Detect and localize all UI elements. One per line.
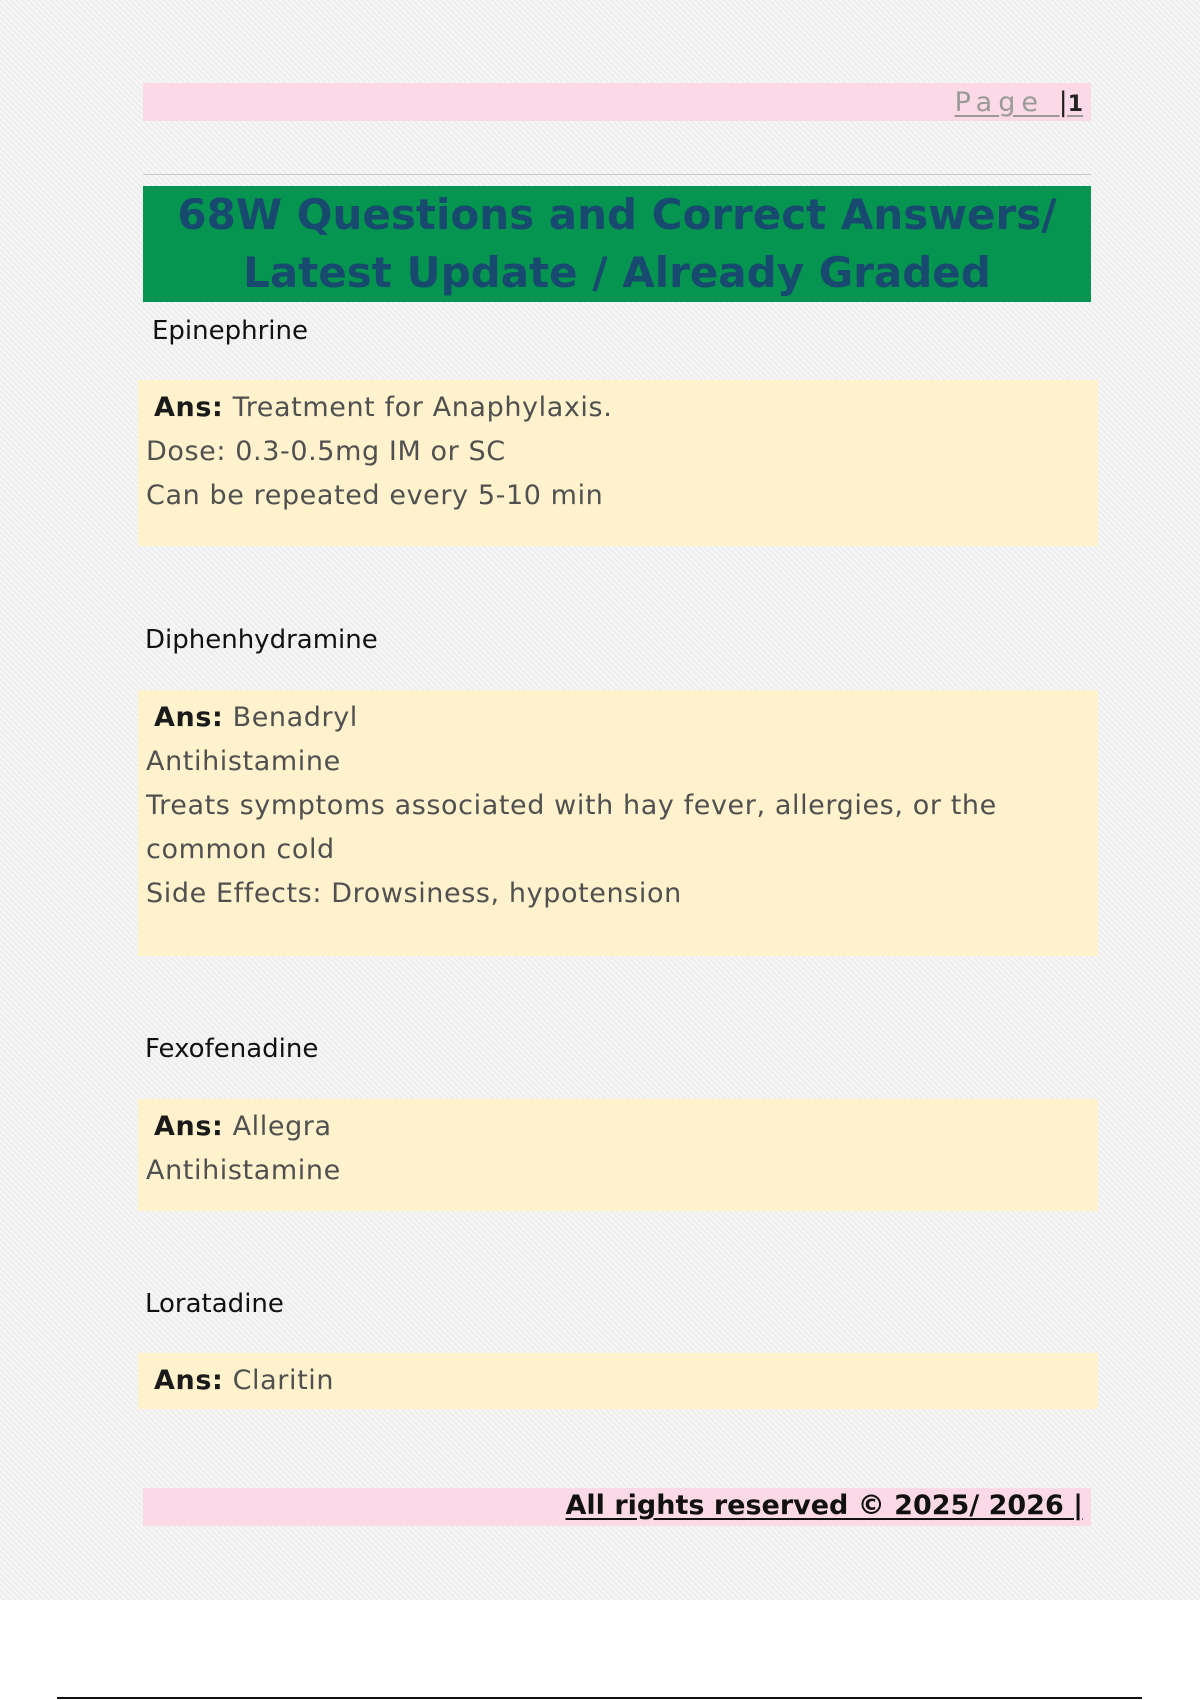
page-label: Page bbox=[954, 87, 1044, 118]
question-fexofenadine: Fexofenadine bbox=[145, 1034, 319, 1064]
answer-line bbox=[146, 1359, 1088, 1403]
answer-text: Allegra bbox=[232, 1111, 332, 1142]
page-header bbox=[143, 83, 1091, 121]
question-diphenhydramine: Diphenhydramine bbox=[145, 625, 378, 655]
answer-box-loratadine bbox=[138, 1353, 1098, 1409]
answer-detail: Antihistamine bbox=[146, 746, 341, 777]
answer-box-diphenhydramine bbox=[138, 690, 1098, 956]
page-footer bbox=[143, 1488, 1091, 1526]
copyright-notice: All rights reserved © 2025/ 2026 | bbox=[565, 1490, 1083, 1521]
document-title-banner bbox=[143, 186, 1091, 302]
answer-label: Ans: bbox=[154, 392, 224, 423]
page-number bbox=[955, 87, 1083, 118]
answer-detail: Dose: 0.3-0.5mg IM or SC bbox=[146, 436, 506, 467]
answer-label: Ans: bbox=[154, 1111, 224, 1142]
title-line-2: Latest Update / Already Graded bbox=[243, 248, 991, 297]
answer-detail: Antihistamine bbox=[146, 1155, 341, 1186]
answer-text: Benadryl bbox=[232, 702, 358, 733]
header-divider bbox=[143, 174, 1091, 175]
answer-line bbox=[146, 386, 1088, 430]
bottom-divider bbox=[57, 1697, 1142, 1699]
page-separator: | bbox=[1058, 87, 1068, 118]
title-line-1: 68W Questions and Correct Answers/ bbox=[177, 190, 1057, 239]
answer-text: Treatment for Anaphylaxis. bbox=[232, 392, 613, 423]
answer-box-epinephrine bbox=[138, 380, 1098, 546]
page-number-value: 1 bbox=[1067, 92, 1083, 117]
question-loratadine: Loratadine bbox=[145, 1289, 284, 1319]
answer-label: Ans: bbox=[154, 702, 224, 733]
question-epinephrine: Epinephrine bbox=[152, 316, 308, 346]
answer-detail: Side Effects: Drowsiness, hypotension bbox=[146, 878, 682, 909]
answer-detail: Can be repeated every 5-10 min bbox=[146, 480, 604, 511]
answer-label: Ans: bbox=[154, 1365, 224, 1396]
answer-line bbox=[146, 1105, 1088, 1149]
answer-detail: Treats symptoms associated with hay fever, allergies, or the common cold bbox=[146, 790, 997, 865]
answer-box-fexofenadine bbox=[138, 1099, 1098, 1211]
answer-line bbox=[146, 696, 1088, 740]
answer-text: Claritin bbox=[232, 1365, 335, 1396]
